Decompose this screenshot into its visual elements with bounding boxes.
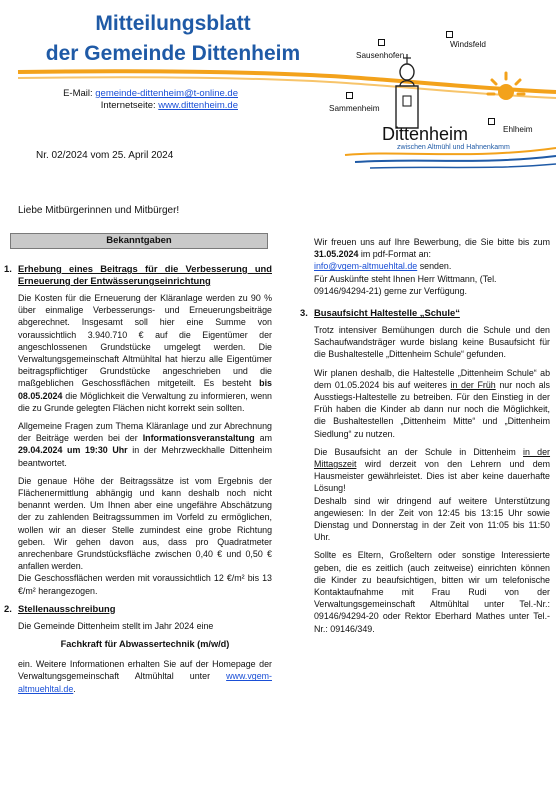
issue-number: Nr. 02/2024 vom 25. April 2024 — [36, 150, 174, 161]
place-sammenheim: Sammenheim — [329, 104, 380, 113]
logo-tagline: zwischen Altmühl und Hahnenkamm — [397, 144, 510, 151]
section-3-body — [300, 324, 550, 635]
text: senden. — [417, 261, 452, 272]
text: ein. Weitere Informationen erhalten Sie auf der Homepage der Verwaltungsgemeinschaft Altmühltal unter — [18, 659, 272, 682]
event-name: Informationsveranstaltung — [142, 433, 255, 444]
paragraph: Trotz intensiver Bemühungen durch die Schule und den Sachaufwandsträger wurde bislang keine Busaufsicht für die Bushaltestelle „Dittenheim Schule“ gefunden. — [314, 325, 550, 360]
newsletter-title-line2: der Gemeinde Dittenheim — [45, 42, 301, 65]
paragraph: Deshalb sind wir dringend auf weitere Unterstützung angewiesen: In der Zeit von 12:45 bis 13:15 Uhr sowie Dienstag und Donnerstag in der Zeit von 11:05 bis 11:50 Uhr. — [314, 495, 550, 543]
section-heading-bekanntgaben: Bekanntgaben — [10, 233, 268, 249]
heading-1 — [4, 263, 272, 287]
greeting: Liebe Mitbürgerinnen und Mitbürger! — [18, 205, 180, 216]
job-title: Fachkraft für Abwassertechnik (m/w/d) — [60, 639, 230, 650]
email-label: E-Mail: — [63, 88, 93, 99]
deadline-date: bis 08.05.2024 — [18, 378, 272, 401]
heading-1-number: 1. — [4, 263, 12, 274]
heading-3-text: Busaufsicht Haltestelle „Schule“ — [314, 307, 460, 319]
paragraph — [314, 260, 550, 272]
text: im pdf-Format an: — [358, 249, 431, 260]
church-tower-icon — [384, 52, 430, 132]
sun-icon — [486, 70, 526, 110]
application-deadline: 31.05.2024 — [314, 249, 359, 260]
text: Die Busaufsicht an der Schule in Dittenheim — [314, 446, 524, 457]
heading-3-number: 3. — [300, 307, 308, 319]
text: am — [254, 433, 272, 444]
web-label: Internetseite: — [100, 100, 156, 111]
paragraph — [314, 446, 550, 495]
text: Wir freuen uns auf Ihre Bewerbung, die Sie bitte bis zum — [314, 237, 550, 247]
text: Wir planen deshalb, die Haltestelle „Dittenheim Schule“ ab dem 01.05.2024 bis auf weiteres — [314, 367, 550, 390]
event-date: 29.04.2024 um 19:30 Uhr — [18, 445, 128, 456]
text: wird derzeit von den Lehrern und dem Hausmeister gewährleistet. Dies ist aber keine dauerhafte Lösung! — [314, 459, 550, 494]
paragraph — [18, 658, 272, 695]
heading-2-text: Stellenausschreibung — [18, 602, 116, 614]
contact-web-row — [20, 100, 238, 112]
text: Die Kosten für die Erneuerung der Kläranlage werden zu 90 % über einmalige Verbesserungs- und Erneuerungsbeiträge abgerechnet. Insgesamt soll hier eine Summe von voraussichtlich 3.940.710 € auf die Eigentümer der angeschlossenen Grundstücke umgelegt werden. Die Verwaltungsgemeinschaft Altmühltal hat hierzu alle Eigentümer beitragspflichtiger Grundstücke angeschrieben und die maßgeblichen Geschossflächen mitgeteilt. Es besteht — [18, 293, 272, 389]
section-1-body — [4, 292, 272, 597]
place-sausenhofen: Sausenhofen — [356, 51, 405, 60]
text: in der Mehrzweckhalle Dittenheim beantwortet. — [18, 445, 272, 468]
logo-name: Dittenheim — [382, 124, 469, 144]
paragraph — [314, 367, 550, 440]
heading-3 — [300, 307, 550, 319]
section-2-body — [4, 620, 272, 695]
paragraph: Die Gemeinde Dittenheim stellt im Jahr 2024 eine — [18, 620, 214, 631]
paragraph — [18, 292, 272, 414]
email-link[interactable]: gemeinde-dittenheim@t-online.de — [95, 88, 238, 99]
text: die Möglichkeit die Verwaltung zu informieren, wenn die zu Grunde gelegten Flächen nicht korrekt sein sollten. — [18, 390, 272, 413]
heading-1-text: Erhebung eines Beitrags für die Verbesserung und Erneuerung der Entwässerungseinrichtung — [18, 263, 272, 286]
place-windsfeld: Windsfeld — [450, 40, 486, 49]
heading-2 — [4, 603, 272, 615]
web-link[interactable]: www.dittenheim.de — [158, 100, 238, 111]
heading-2-number: 2. — [4, 602, 12, 614]
paragraph: Die genaue Höhe der Beitragssätze ist vom Ergebnis der Flächenermittlung abhängig und kann deshalb noch nicht benannt werden. Um Ihnen aber eine ungefähre Abschätzung der zu zahlenden Beitragssummen im Vorfeld zu ermöglichen, wollen wir an dieser Stelle zumindest eine grobe Richtung geben. Wir gehen davon aus, dass pro Quadratmeter anrechenbare Grundstücksfläche zwischen 0,40 € und 0,50 € anfallen werden. — [18, 475, 272, 572]
place-marker-icon — [488, 118, 495, 127]
place-marker-icon — [446, 31, 453, 40]
section-2-continued — [300, 236, 550, 297]
right-column — [300, 236, 550, 641]
vgem-website-link[interactable]: www.vgem-altmuehltal.de — [18, 671, 272, 694]
paragraph — [18, 420, 272, 469]
text: . — [73, 683, 76, 694]
place-ehlheim: Ehlheim — [503, 125, 533, 134]
paragraph: Die Geschossflächen werden mit voraussichtlich 12 €/m² bis 13 €/m² herangezogen. — [18, 573, 272, 596]
left-column — [4, 263, 272, 701]
text: Allgemeine Fragen zum Thema Kläranlage und zur Abrechnung der Beiträge werden bei der — [18, 421, 272, 444]
contact-email-row — [20, 88, 238, 100]
paragraph — [314, 236, 550, 260]
application-email-link[interactable]: info@vgem-altmuehltal.de — [314, 261, 418, 272]
place-marker-icon — [346, 92, 353, 101]
newsletter-title-line1: Mitteilungsblatt — [95, 12, 251, 35]
underlined-text: in der Mittagszeit — [314, 446, 551, 470]
paragraph: Sollte es Eltern, Großeltern oder sonstige Interessierte geben, die es zeitlich (auch zeitweise) einrichten können die Kinder zu beaufsichtigen, bitten wir um telefonische Kontaktaufnahme mit Frau Rudi von der Verwaltungsgemeinschaft Altmühltal unter Tel.-Nr.: 09146/94294-20 oder Rektor Eberhard Mathes unter Tel.-Nr.: 09146/349. — [314, 550, 550, 634]
underlined-text: in der Früh — [450, 379, 496, 390]
paragraph: Für Auskünfte steht Ihnen Herr Wittmann, (Tel. 09146/94294-21) gerne zur Verfügung. — [314, 273, 497, 296]
text: nur noch als Ausstiegs-Haltestelle zu betreiben. Für den Einstieg in der Früh haben die Kinder ab dann nur noch die Möglichkeit, die Bushaltestellen „Dittenheim Mitte“ und „Dittenheim Siedlung“ zu nutzen. — [314, 379, 550, 439]
place-marker-icon — [378, 39, 385, 48]
